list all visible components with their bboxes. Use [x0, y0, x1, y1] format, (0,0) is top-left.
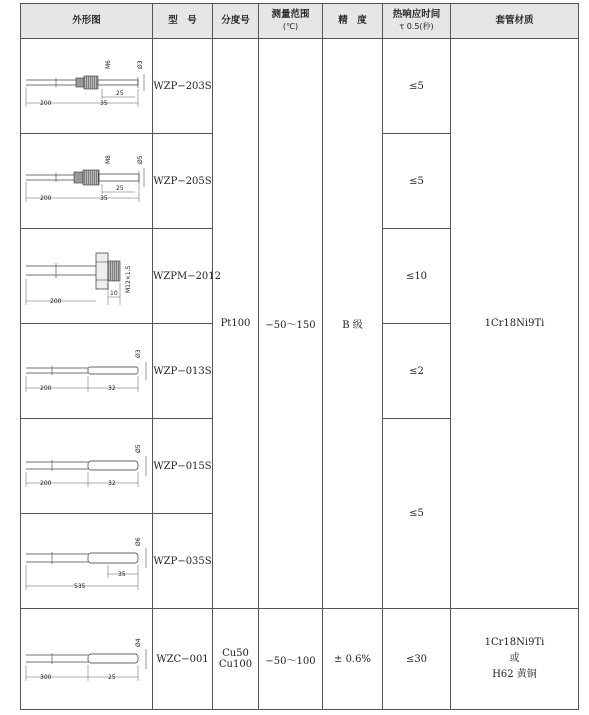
dim-a: 25 — [115, 185, 124, 192]
dim-b: 35 — [99, 100, 108, 107]
header-graduation: 分度号 — [213, 4, 259, 39]
drawing-cell — [21, 229, 153, 324]
dim-total: 200 — [39, 100, 51, 107]
probe-drawing-7 — [22, 611, 152, 707]
table-row — [21, 609, 579, 710]
response-cell: ≤10 — [383, 229, 451, 324]
model-cell: WZP−035S — [153, 514, 213, 609]
header-row — [21, 4, 579, 39]
probe-drawing-6 — [22, 516, 152, 606]
header-model: 型 号 — [153, 4, 213, 39]
header-response-label: 热响应时间 — [392, 9, 441, 20]
header-response — [383, 4, 451, 39]
drawing-cell — [21, 514, 153, 609]
range-cu: −50～100 — [259, 609, 323, 710]
graduation-cu-2: Cu100 — [218, 659, 253, 670]
response-cell: ≤5 — [383, 419, 451, 609]
dim-total: 200 — [39, 480, 51, 487]
material-cu-1: 1Cr18Ni9Ti — [484, 637, 545, 648]
dim-thread: M6 — [104, 60, 112, 69]
header-range-label: 测量范围 — [271, 9, 310, 20]
dim-a: 25 — [115, 90, 124, 97]
dim-a: 10 — [109, 290, 118, 297]
dim-thread: M8 — [104, 155, 112, 164]
dim-total: 200 — [49, 298, 61, 305]
material-cu — [451, 609, 579, 710]
dim-b: 25 — [107, 674, 116, 681]
header-range-unit: (℃) — [282, 22, 299, 31]
header-material: 套管材质 — [451, 4, 579, 39]
material-cu-3: H62 黄铜 — [492, 669, 537, 680]
model-cell: WZP−205S — [153, 134, 213, 229]
response-cell: ≤5 — [383, 39, 451, 134]
model-cell: WZP−013S — [153, 324, 213, 419]
dim-total: 300 — [39, 674, 51, 681]
accuracy-pt: B 级 — [323, 39, 383, 609]
dim-total: 200 — [39, 385, 51, 392]
material-pt: 1Cr18Ni9Ti — [451, 39, 579, 609]
header-accuracy: 精 度 — [323, 4, 383, 39]
model-cell: WZP−015S — [153, 419, 213, 514]
probe-drawing-3 — [22, 231, 152, 321]
model-cell: WZP−203S — [153, 39, 213, 134]
range-pt: −50～150 — [259, 39, 323, 609]
spec-table — [20, 3, 579, 710]
dim-dia: Ø6 — [134, 537, 142, 546]
dim-dia: Ø5 — [134, 444, 142, 453]
probe-drawing-5 — [22, 421, 152, 511]
dim-b: 32 — [107, 385, 116, 392]
model-cell: WZC−001 — [153, 609, 213, 710]
dim-dia: Ø5 — [136, 155, 144, 164]
probe-drawing-4 — [22, 326, 152, 416]
dim-b: 35 — [117, 571, 126, 578]
drawing-cell — [21, 134, 153, 229]
dim-total: 535 — [73, 583, 85, 590]
dim-dia: Ø4 — [134, 638, 142, 647]
response-cell: ≤2 — [383, 324, 451, 419]
header-range — [259, 4, 323, 39]
header-drawing: 外形图 — [21, 4, 153, 39]
material-cu-2: 或 — [509, 653, 520, 664]
accuracy-cu: ± 0.6% — [323, 609, 383, 710]
table-row — [21, 39, 579, 134]
drawing-cell — [21, 419, 153, 514]
dim-dia: Ø3 — [134, 349, 142, 358]
dim-b: 35 — [99, 195, 108, 202]
response-cell: ≤30 — [383, 609, 451, 710]
dim-total: 200 — [39, 195, 51, 202]
drawing-cell — [21, 324, 153, 419]
graduation-cu-1: Cu50 — [222, 648, 249, 659]
graduation-pt: Pt100 — [213, 39, 259, 609]
drawing-cell — [21, 609, 153, 710]
drawing-cell — [21, 39, 153, 134]
probe-drawing-1 — [22, 41, 152, 131]
dim-b: 32 — [107, 480, 116, 487]
response-cell: ≤5 — [383, 134, 451, 229]
dim-thread: M12×1.5 — [124, 265, 132, 293]
graduation-cu — [213, 609, 259, 710]
dim-dia: Ø3 — [136, 60, 144, 69]
header-response-sub: τ 0.5(秒) — [399, 22, 434, 31]
probe-drawing-2 — [22, 136, 152, 226]
model-cell: WZPM−2012 — [153, 229, 213, 324]
